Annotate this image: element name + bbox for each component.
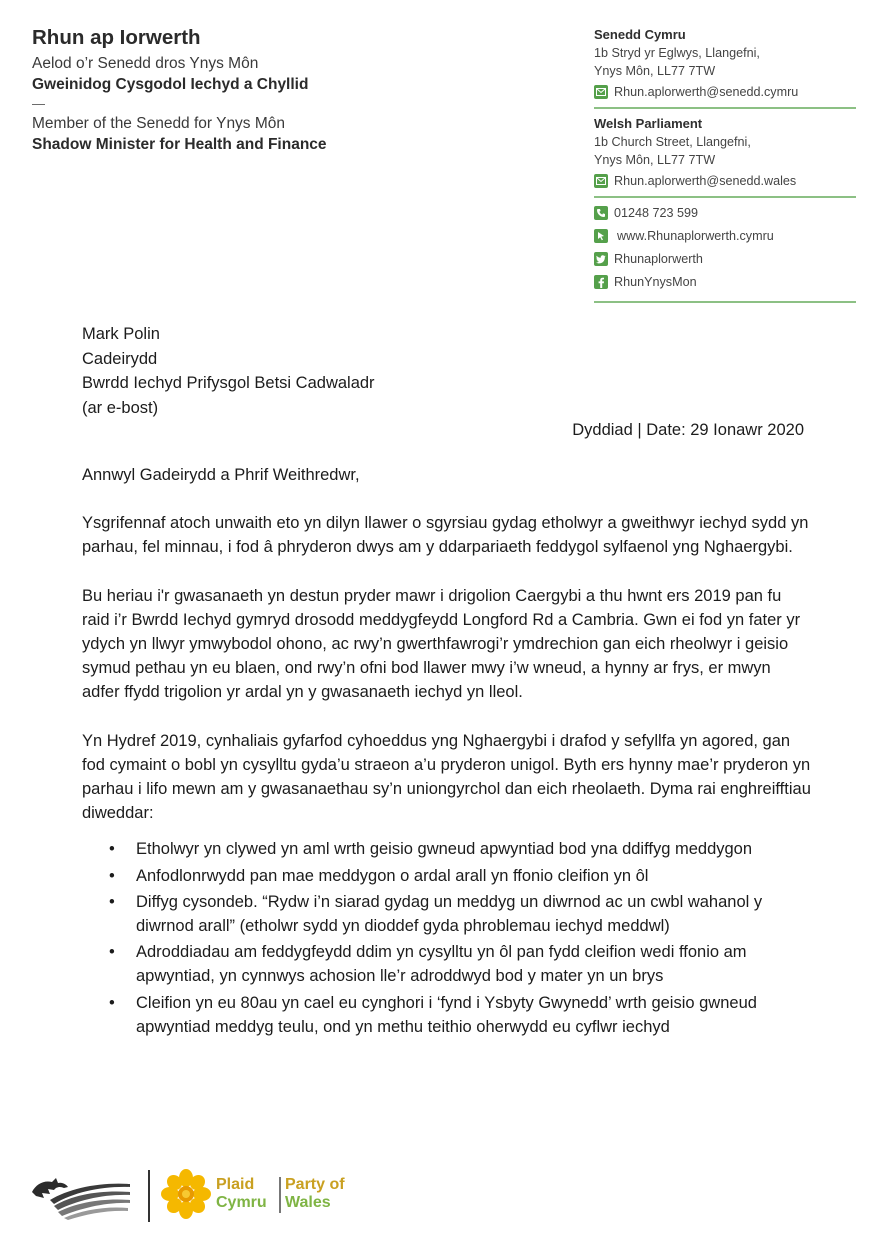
web-cursor-icon xyxy=(594,229,608,243)
parliament-email[interactable]: Rhun.aplorwerth@senedd.wales xyxy=(614,174,797,188)
letterhead-identity xyxy=(32,26,552,155)
welsh-role-constituency: Aelod o’r Senedd dros Ynys Môn xyxy=(32,55,259,72)
senedd-title: Senedd Cymru xyxy=(594,27,686,42)
letter-date: Dyddiad | Date: 29 Ionawr 2020 xyxy=(572,421,804,439)
daffodil-logo xyxy=(160,1168,212,1220)
bullet-marker: • xyxy=(109,892,115,911)
list-item-text: Cleifion yn eu 80au yn cael eu cynghori i ‘fynd i Ysbyty Gwynedd’ wrth geisio gwneud apwyntiad meddyg teulu, ond yn methu teithio oherwydd eu cyflwr iechyd xyxy=(136,993,757,1036)
parliament-email-row[interactable] xyxy=(594,172,856,190)
senedd-email[interactable]: Rhun.aplorwerth@senedd.cymru xyxy=(614,85,799,99)
party-of-word: Party of xyxy=(285,1176,345,1193)
facebook-page[interactable]: RhunYnysMon xyxy=(614,275,697,289)
contact-block xyxy=(594,26,856,309)
bullet-marker: • xyxy=(109,866,115,885)
examples-list xyxy=(82,837,812,1039)
recipient-name: Mark Polin xyxy=(82,325,160,343)
phone-row[interactable] xyxy=(594,204,856,222)
wales-word: Wales xyxy=(285,1194,331,1211)
website-link[interactable]: www.Rhunaplorwerth.cymru xyxy=(617,229,774,243)
facebook-row[interactable] xyxy=(594,273,856,291)
salutation: Annwyl Gadeirydd a Phrif Weithredwr, xyxy=(82,466,360,484)
phone-icon xyxy=(594,206,608,220)
list-item xyxy=(82,890,812,938)
member-name: Rhun ap Iorwerth xyxy=(32,26,201,49)
parliament-address-line2: Ynys Môn, LL77 7TW xyxy=(594,153,716,167)
twitter-row[interactable] xyxy=(594,250,856,268)
list-item xyxy=(82,991,812,1039)
footer-logos xyxy=(30,1168,390,1224)
list-item xyxy=(82,864,812,888)
twitter-icon xyxy=(594,252,608,266)
list-item-text: Etholwyr yn clywed yn aml wrth geisio gwneud apwyntiad bod yna ddiffyg meddygon xyxy=(136,840,753,859)
recipient-title: Cadeirydd xyxy=(82,349,158,368)
delivery-method: (ar e-bost) xyxy=(82,398,159,417)
email-icon xyxy=(594,85,608,99)
list-item xyxy=(82,837,812,861)
plaid-word: Plaid xyxy=(216,1176,255,1193)
welsh-role-shadow-minister: Gweinidog Cysgodol Iechyd a Chyllid xyxy=(32,76,309,93)
parliament-title: Welsh Parliament xyxy=(594,116,703,131)
divider xyxy=(594,196,856,198)
plaid-cymru-wordmark xyxy=(216,1176,267,1212)
role-separator: — xyxy=(32,96,45,111)
paragraph: Yn Hydref 2019, cynhaliais gyfarfod cyhoeddus yng Nghaergybi i drafod y sefyllfa yn agored, gan fod cymaint o bobl yn cysylltu gyda’u straeon a’u pryderon unigol. Byth ers hynny mae’r pryderon yn parhau i lifo mewn am y gwasanaethau sy’n uniongyrchol dan eich rheolaeth. Dyma rai enghreifftiau diweddar: xyxy=(82,731,811,823)
recipient-organisation: Bwrdd Iechyd Prifysgol Betsi Cadwaladr xyxy=(82,374,375,392)
email-icon xyxy=(594,174,608,188)
list-item xyxy=(82,940,812,988)
paragraph: Bu heriau i'r gwasanaeth yn destun pryder mawr i drigolion Caergybi a thu hwnt ers 2019 pan fu raid i’r Bwrdd Iechyd gymryd drosodd meddygfeydd Longford Rd a Cambria. Gwn ei fod yn fater yr ydych yn llwyr ymwybodol ohono, ac rwy’n gwerthfawrogi’r ymdrechion gan eich rheolwyr i geisio symud pethau yn eu blaen, ond rwy’n ofni bod llawer mwy i’w wneud, a hynny ar frys, er mwyn adfer ffydd trigolion yr ardal yn y gwasanaeth iechyd yn lleol. xyxy=(82,586,801,702)
bullet-marker: • xyxy=(109,943,115,962)
website-row[interactable] xyxy=(594,227,856,245)
divider xyxy=(594,301,856,303)
list-item-text: Adroddiadau am feddygfeydd ddim yn cysylltu yn ôl pan fydd cleifion wedi ffonio am apwyntiad, yn cynnwys achosion lle’r adroddwyd bod y mater yn un brys xyxy=(136,943,747,986)
english-role-shadow-minister: Shadow Minister for Health and Finance xyxy=(32,136,327,153)
parliament-address-line1: 1b Church Street, Llangefni, xyxy=(594,135,751,149)
letter-body xyxy=(82,463,812,1041)
logo-divider xyxy=(148,1170,150,1222)
contact-list xyxy=(594,204,856,291)
recipient-address xyxy=(82,322,375,420)
twitter-handle[interactable]: Rhunaplorwerth xyxy=(614,252,703,266)
english-role-constituency: Member of the Senedd for Ynys Môn xyxy=(32,115,286,132)
paragraph: Ysgrifennaf atoch unwaith eto yn dilyn llawer o sgyrsiau gydag etholwyr a gweithwyr iechyd sydd yn parhau, fel minnau, i fod â phryderon dwys am y ddarpariaeth feddygol sylfaenol yng Nghaergybi. xyxy=(82,514,809,557)
divider xyxy=(594,107,856,109)
list-item-text: Anfodlonrwydd pan mae meddygon o ardal arall yn ffonio cleifion yn ôl xyxy=(136,866,649,885)
dragon-logo xyxy=(30,1170,134,1220)
wordmark-divider xyxy=(279,1177,281,1213)
senedd-email-row[interactable] xyxy=(594,83,856,101)
bullet-marker: • xyxy=(109,993,115,1012)
bullet-marker: • xyxy=(109,840,115,859)
phone-number[interactable]: 01248 723 599 xyxy=(614,206,699,220)
list-item-text: Diffyg cysondeb. “Rydw i’n siarad gydag un meddyg un diwrnod ac un cwbl wahanol y diwrnod arall” (etholwr sydd yn dioddef gyda phroblemau iechyd meddwl) xyxy=(136,892,763,936)
cymru-word: Cymru xyxy=(216,1194,267,1211)
facebook-icon xyxy=(594,275,608,289)
party-of-wales-wordmark xyxy=(285,1176,345,1212)
senedd-address-line2: Ynys Môn, LL77 7TW xyxy=(594,64,716,78)
senedd-address-line1: 1b Stryd yr Eglwys, Llangefni, xyxy=(594,46,760,60)
